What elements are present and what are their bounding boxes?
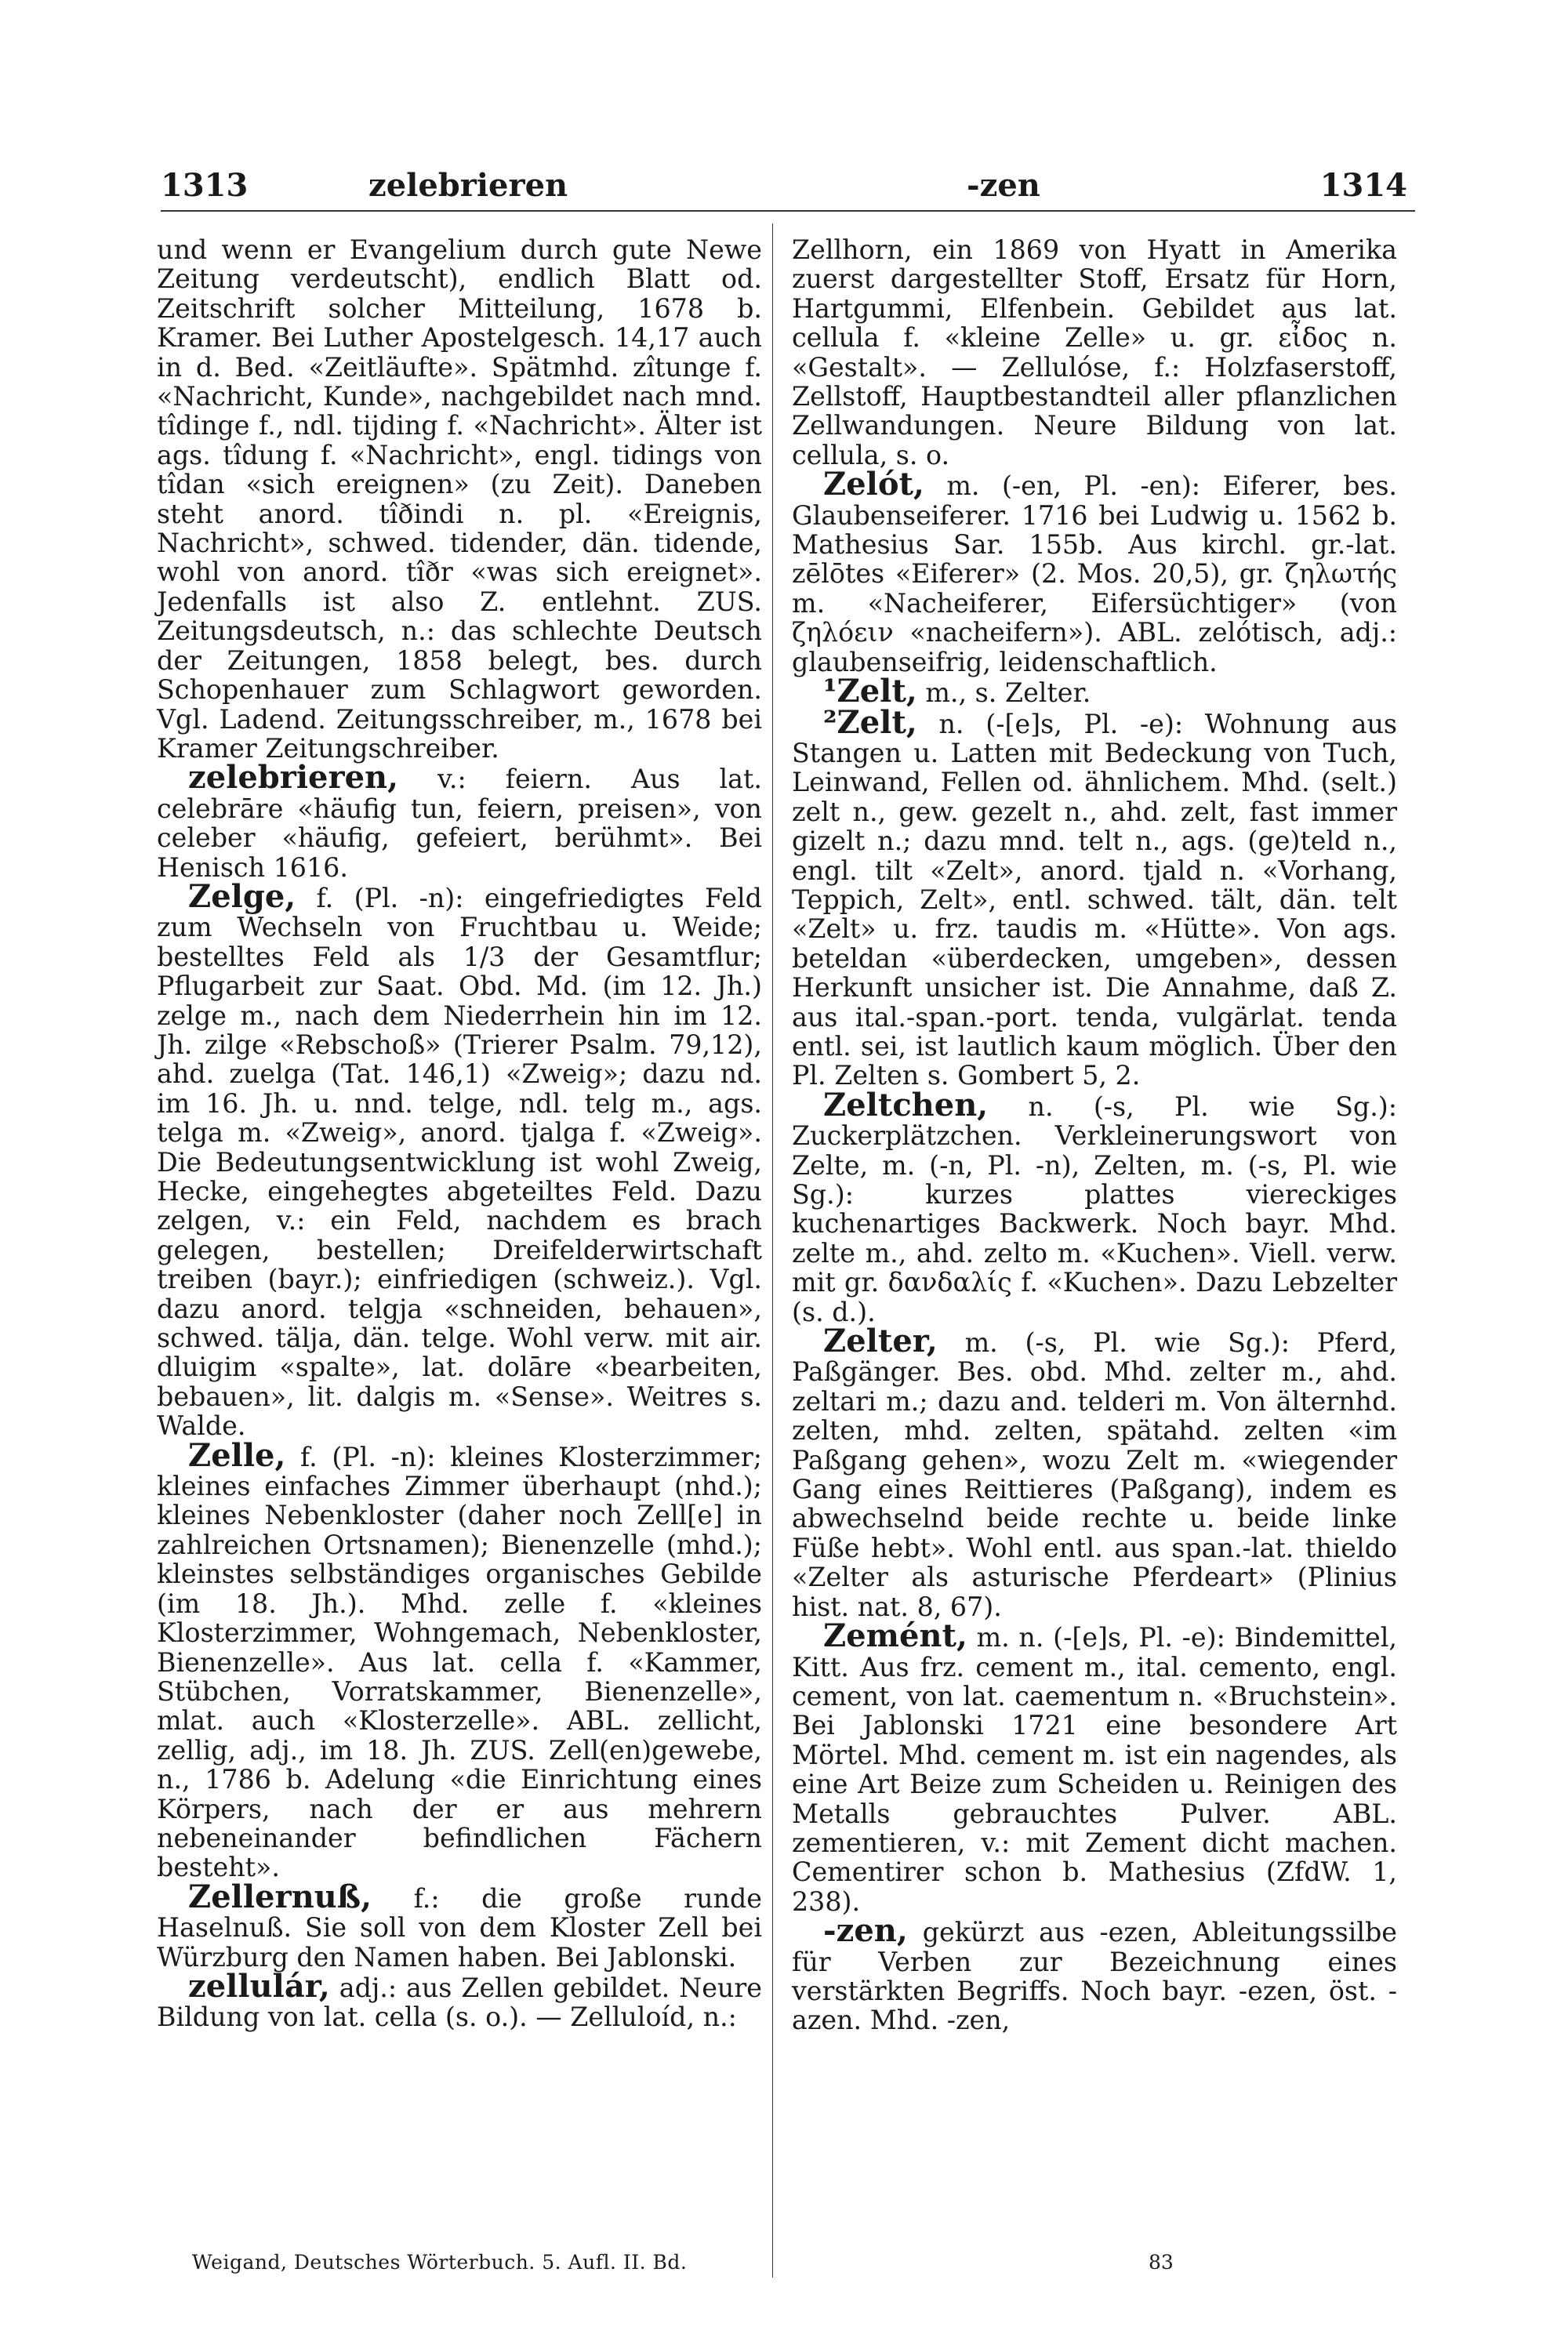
entry-zen-suffix [792,1912,1397,2036]
headword: Zellernuß, [188,1878,372,1915]
entry-text: m., s. Zelter. [916,677,1091,709]
entry-text: und wenn er Evangelium durch gute Newe Zeitung verdeutscht), endlich Blatt od. Zeitschrift solcher Mitteilung, 1678 b. Kramer. Bei Luther Apostelgesch. 14,17 auch in d. Bed. «Zeitläufte». Spätmhd. zîtunge f. «Nachricht, Kunde», nachgebildet nach mnd. tîdinge f., ndl. tijding f. «Nachricht». Älter ist ags. tîdung f. «Nachricht», engl. tidings von tîdan «sich ereignen» (zu Zeit). Daneben steht anord. tîðindi n. pl. «Ereignis, Nachricht», schwed. tidender, dän. tidende, wohl von anord. tîðr «was sich ereignet». Jedenfalls ist also Z. entlehnt. ZUS. Zeitungsdeutsch, n.: das schlechte Deutsch der Zeitungen, 1858 belegt, bes. durch Schopenhauer zum Schlagwort geworden. Vgl. Ladend. Zeitungsschreiber, m., 1678 bei Kramer Zeitungschreiber. [157,234,762,764]
headword: ¹Zelt, [823,673,917,710]
entry-zelebrieren [157,759,762,883]
page-number-right: 1314 [1319,167,1407,204]
entry-text: f.: die große runde Haselnuß. Sie soll von dem Kloster Zell bei Würzburg den Namen haben. Bei Jablonski. [157,1882,762,1973]
entry-text: gekürzt aus -ezen, Ableitungssilbe für Verben zur Bezeichnung eines verstärkten Begriffs. Noch bayr. -ezen, öst. -azen. Mhd. -zen, [792,1917,1397,2036]
running-head-left: zelebrieren [368,167,568,204]
running-head-right: -zen [967,167,1040,204]
entry-zellernuss [157,1878,762,1973]
entry-zellular [157,1967,762,2033]
entry-zeltchen [792,1086,1397,1327]
footer-signature: Weigand, Deutsches Wörterbuch. 5. Aufl. II. Bd. [192,2251,688,2274]
entry-zelge [157,877,762,1442]
entry-text: v.: feiern. Aus lat. celebrāre «häufig tun, feiern, preisen», von celeber «häufig, gefeiert, berühmt». Bei Henisch 1616. [157,764,762,883]
left-column [157,235,762,2032]
headword: Zelter, [823,1323,938,1360]
headword: Zeltchen, [823,1086,989,1123]
entry-zelter [792,1323,1397,1622]
entry-text: f. (Pl. -n): eingefriedigtes Feld zum Wechseln von Fruchtbau u. Weide; bestelltes Feld als 1/3 der Gesamtflur; Pflugarbeit zur Saat. Obd. Md. (im 12. Jh.) zelge m., nach dem Niederrhein hin im 12. Jh. zilge «Rebschoß» (Trierer Psalm. 79,12), ahd. zuelga (Tat. 146,1) «Zweig»; dazu nd. im 16. Jh. u. nnd. telge, ndl. telg m., ags. telga m. «Zweig», anord. tjalga f. «Zweig». Die Bedeutungsentwicklung ist wohl Zweig, Hecke, eingehegtes abgeteiltes Feld. Dazu zelgen, v.: ein Feld, nachdem es brach gelegen, bestellen; Dreifelderwirtschaft treiben (bayr.); einfriedigen (schweiz.). Vgl. dazu anord. telgja «schneiden, behauen», schwed. tälja, dän. telge. Wohl verw. mit air. dluigim «spalte», lat. dolāre «bearbeiten, bebauen», lit. dalgis m. «Sense». Weitres s. Walde. [157,882,762,1442]
headword: -zen, [823,1912,908,1950]
page-header [161,166,1407,213]
entry-text: m. (-s, Pl. wie Sg.): Pferd, Paßgänger. Bes. obd. Mhd. zelter m., ahd. zeltari m.; dazu and. telderi m. Von älternhd. zelten, mhd. zelten, spätahd. zelten «im Paßgang gehen», wozu Zelt m. «wiegender Gang eines Reittieres (Paßgang), indem es abwechselnd beide rechte u. beide linke Füße hebt». Wohl entl. aus span.-lat. thieldo «Zelter als asturische Pferdeart» (Plinius hist. nat. 8, 67). [792,1327,1397,1622]
headword: Zelót, [823,466,924,503]
entry-zelt-2 [792,703,1397,1091]
entry-text: adj.: aus Zellen gebildet. Neure Bildung von lat. cella (s. o.). — Zelluloíd, n.: [157,1972,762,2033]
headword: zelebrieren, [188,759,399,797]
entry-text: m. n. (-[e]s, Pl. -e): Bindemittel, Kitt. Aus frz. cement m., ital. cemento, engl. cement, von lat. caementum n. «Bruchstein». Bei Jablonski 1721 eine besondere Art Mörtel. Mhd. cement m. ist ein nagendes, als eine Art Beize zum Scheiden u. Reinigen des Metalls gebrauchtes Pulver. ABL. zementieren, v.: mit Zement dicht machen. Cementirer schon b. Mathesius (ZfdW. 1, 238). [792,1622,1397,1917]
entry-text: n. (-s, Pl. wie Sg.): Zuckerplätzchen. Verkleinerungswort von Zelte, m. (-n, Pl. -n), Zelten, m. (-s, Pl. wie Sg.): kurzes plattes viereckiges kuchenartiges Backwerk. Noch bayr. Mhd. zelte m., ahd. zelto m. «Kuchen». Viell. verw. mit gr. δανδαλίς f. «Kuchen». Dazu Lebzelter (s. d.). [792,1091,1397,1327]
entry-zement [792,1617,1397,1917]
entry-text: m. (-en, Pl. -en): Eiferer, bes. Glaubenseiferer. 1716 bei Ludwig u. 1562 b. Mathesius Sar. 155b. Aus kirchl. gr.-lat. zēlōtes «Eiferer» (2. Mos. 20,5), gr. ζηλωτής m. «Nacheiferer, Eifersüchtiger» (von ζηλόειν «nacheifern»). ABL. zelótisch, adj.: glaubenseifrig, leidenschaftlich. [792,470,1397,677]
column-divider [772,223,773,2278]
page-number-left: 1313 [161,167,249,204]
entry-zelot [792,466,1397,677]
right-column [792,235,1397,2035]
headword: Zelle, [188,1436,286,1474]
entry-text: f. (Pl. -n): kleines Klosterzimmer; kleines einfaches Zimmer überhaupt (nhd.); kleines Nebenkloster (daher noch Zell[e] in zahlreichen Ortsnamen); Bienenzelle (mhd.); kleinstes selbständiges organisches Gebilde (im 18. Jh.). Mhd. zelle f. «kleines Klosterzimmer, Wohngemach, Nebenkloster, Bienenzelle». Aus lat. cella f. «Kammer, Stübchen, Vorratskammer, Bienenzelle», mlat. auch «Klosterzelle». ABL. zellicht, zellig, adj., im 18. Jh. ZUS. Zell(en)gewebe, n., 1786 b. Adelung «die Einrichtung eines Körpers, nach der er aus mehrern nebeneinander befindlichen Fächern besteht». [157,1441,762,1883]
entry-continuation [792,235,1397,470]
headword: Zelge, [188,877,296,915]
header-rule [161,210,1415,212]
entry-text: n. (-[e]s, Pl. -e): Wohnung aus Stangen u. Latten mit Bedeckung von Tuch, Leinwand, Fellen od. ähnlichem. Mhd. (selt.) zelt n., gew. gezelt n., ahd. zelt, fast immer gizelt n.; dazu mnd. telt n., ags. (ge)teld n., engl. tilt «Zelt», anord. tjald n. «Vorhang, Teppich, Zelt», entl. schwed. tält, dän. telt «Zelt» u. frz. taudis m. «Hütte». Von ags. beteldan «überdecken, umgeben», dessen Herkunft unsicher ist. Die Annahme, daß Z. aus ital.-span.-port. tenda, vulgärlat. tenda entl. sei, ist lautlich kaum möglich. Über den Pl. Zelten s. Gombert 5, 2. [792,708,1397,1091]
entry-zelle [157,1436,762,1883]
entry-continuation [157,235,762,763]
entry-text: Zellhorn, ein 1869 von Hyatt in Amerika zuerst dargestellter Stoff, Ersatz für Horn, Hartgummi, Elfenbein. Gebildet aus lat. cellula f. «kleine Zelle» u. gr. εἶδος n. «Gestalt». — Zellulóse, f.: Holzfaserstoff, Zellstoff, Hauptbestandteil aller pflanzlichen Zellwandungen. Neure Bildung von lat. cellula, s. o. [792,234,1397,470]
headword: zellulár, [188,1967,330,2005]
headword: Zemént, [823,1617,967,1655]
headword: ²Zelt, [823,703,917,741]
footer-sheet-number: 83 [1149,2251,1174,2274]
